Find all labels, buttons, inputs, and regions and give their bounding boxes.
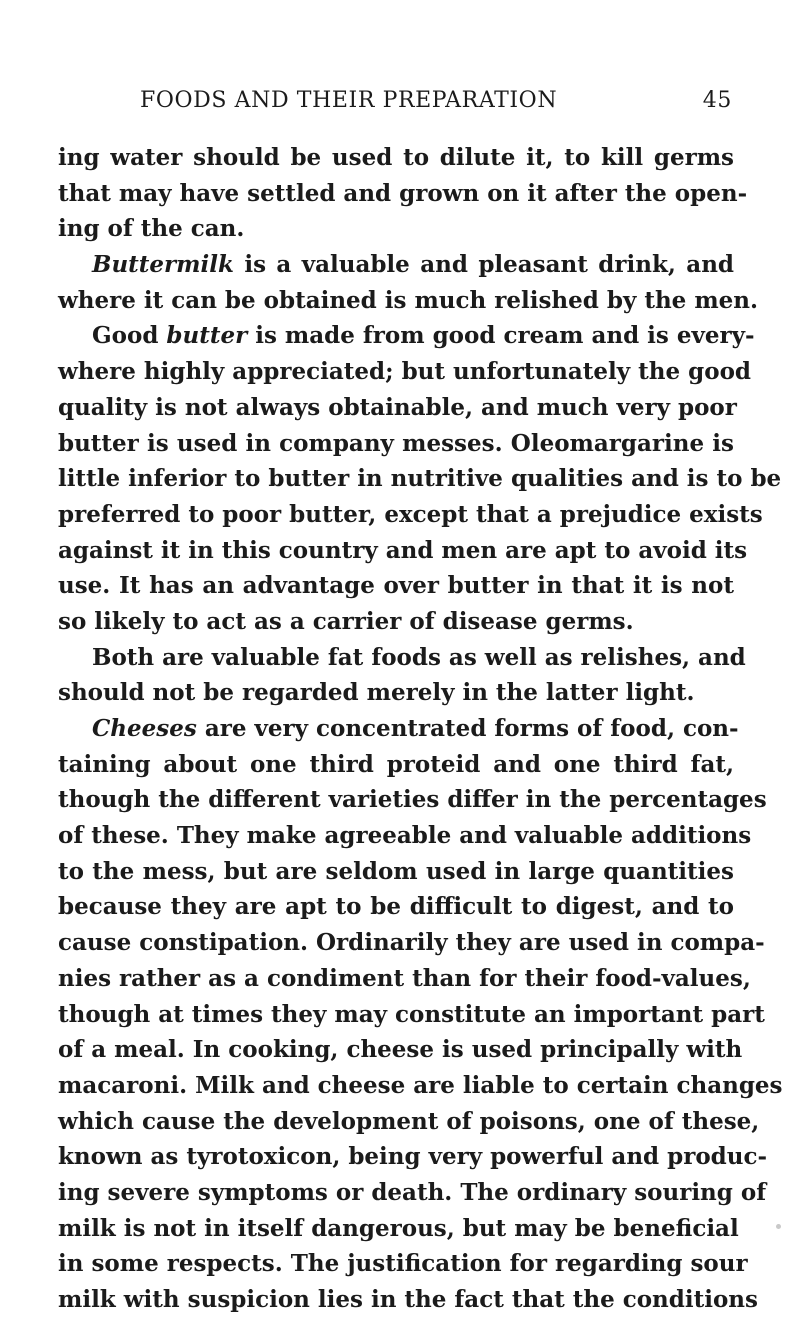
text-line: Both are valuable fat foods as well as relishes, and bbox=[92, 643, 746, 671]
text-line: should not be regarded merely in the latter light. bbox=[58, 679, 695, 707]
text-line: where highly appreciated; but unfortunately the good bbox=[58, 358, 751, 386]
term-butter: butter bbox=[166, 322, 248, 350]
text-line: little inferior to butter in nutritive qualities and is to be bbox=[58, 465, 782, 493]
text-line: against it in this country and men are apt to avoid its bbox=[58, 536, 748, 564]
text-line: Cheeses are very concentrated forms of food, con- bbox=[92, 715, 739, 742]
text-line: where it can be obtained is much relished by the men. bbox=[58, 286, 759, 314]
text-line: so likely to act as a carrier of disease germs. bbox=[58, 607, 634, 635]
text-line: quality is not always obtainable, and much very poor bbox=[58, 393, 737, 421]
text-line: which cause the development of poisons, one of these, bbox=[58, 1107, 760, 1135]
text-line: milk is not in itself dangerous, but may be beneficial bbox=[58, 1214, 739, 1242]
text-line: ing of the can. bbox=[58, 215, 245, 243]
text-line: known as tyrotoxicon, being very powerful and produc- bbox=[58, 1143, 768, 1171]
page-number: 45 bbox=[702, 88, 732, 113]
text-line: though at times they may constitute an important part bbox=[58, 1000, 765, 1028]
running-head-title: FOODS AND THEIR PREPARATION bbox=[140, 88, 558, 113]
text-line: that may have settled and grown on it after the open- bbox=[58, 179, 748, 207]
term-cheeses: Cheeses bbox=[92, 715, 197, 742]
body-text bbox=[58, 140, 783, 1318]
text-line: in some respects. The justification for regarding sour bbox=[58, 1250, 748, 1278]
text-line: cause constipation. Ordinarily they are used in compa- bbox=[58, 929, 765, 957]
text-line: because they are apt to be difficult to digest, and to bbox=[58, 893, 734, 921]
paper-speck bbox=[776, 1224, 781, 1229]
text-line: milk with suspicion lies in the fact that the conditions bbox=[58, 1286, 758, 1313]
text-line: ing severe symptoms or death. The ordinary souring of bbox=[58, 1178, 767, 1206]
text-line: use. It has an advantage over butter in that it is not bbox=[58, 572, 734, 600]
text-line: nies rather as a condiment than for their food-values, bbox=[58, 964, 751, 992]
text-line: of a meal. In cooking, cheese is used principally with bbox=[58, 1036, 743, 1064]
term-buttermilk: Buttermilk bbox=[92, 251, 234, 279]
text-line: butter is used in company messes. Oleomargarine is bbox=[58, 429, 734, 457]
text-line: macaroni. Milk and cheese are liable to certain changes bbox=[58, 1071, 783, 1099]
text-line: preferred to poor butter, except that a prejudice exists bbox=[58, 500, 763, 528]
text-line: ing water should be used to dilute it, to kill germs bbox=[58, 144, 734, 171]
text-line: taining about one third proteid and one third fat, bbox=[58, 750, 734, 778]
text-line: of these. They make agreeable and valuable additions bbox=[58, 822, 752, 850]
text-line: Buttermilk is a valuable and pleasant drink, and bbox=[92, 251, 734, 279]
text-line: Good butter is made from good cream and is every- bbox=[92, 322, 755, 350]
running-head bbox=[140, 88, 732, 122]
text-line: to the mess, but are seldom used in large quantities bbox=[58, 857, 734, 885]
text-line: though the different varieties differ in the percentages bbox=[58, 786, 767, 814]
